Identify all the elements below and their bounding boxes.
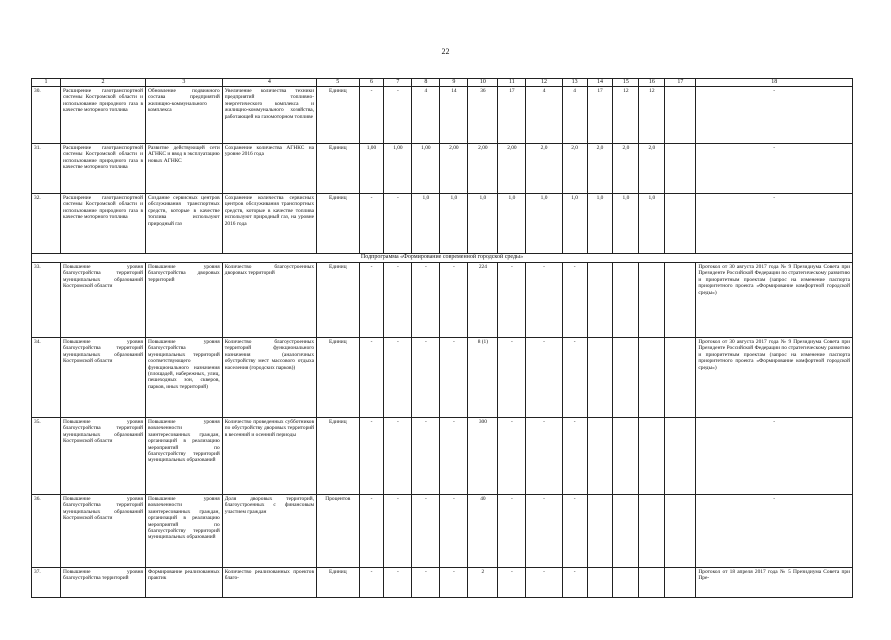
value-cell — [665, 194, 696, 254]
value-cell: - — [440, 263, 468, 338]
value-cell: 1,00 — [384, 144, 412, 194]
value-cell: 2,00 — [468, 144, 498, 194]
value-cell: 2,0 — [587, 144, 613, 194]
value-cell: 2,0 — [562, 144, 587, 194]
value-cell: 4 — [412, 87, 440, 144]
value-cell: 2,0 — [639, 144, 665, 194]
value-cell: - — [562, 263, 587, 338]
column-number: 5 — [317, 79, 360, 87]
column-number: 4 — [222, 79, 316, 87]
value-cell: - — [359, 87, 384, 144]
value-cell: 8 (1) — [468, 338, 498, 418]
goal-cell: Расширение газотранспортной системы Костромской области и использование природного газа в качестве моторного топлива — [61, 144, 146, 194]
value-cell: - — [498, 495, 526, 568]
value-cell: 40 — [468, 495, 498, 568]
value-cell — [665, 418, 696, 495]
goal-cell: Повышение уровня благоустройства территорий муниципальных образований Костромской области — [61, 338, 146, 418]
value-cell — [587, 568, 613, 598]
value-cell: - — [526, 338, 562, 418]
value-cell — [613, 568, 639, 598]
note-cell: - — [696, 495, 853, 568]
value-cell — [639, 263, 665, 338]
value-cell: 17 — [587, 87, 613, 144]
goal-cell: Повышение уровня благоустройства территорий муниципальных образований Костромской области — [61, 495, 146, 568]
table-row — [32, 338, 853, 418]
value-cell: 2,0 — [613, 144, 639, 194]
indicator-cell: Количество реализованных проектов благо- — [222, 568, 316, 598]
column-number: 12 — [526, 79, 562, 87]
task-cell: Повышение уровня благоустройства дворовых территорий — [146, 263, 223, 338]
row-number: 33. — [32, 263, 61, 338]
value-cell: - — [359, 338, 384, 418]
value-cell: 1,0 — [613, 194, 639, 254]
value-cell — [613, 418, 639, 495]
value-cell — [613, 495, 639, 568]
unit-cell: Единиц — [317, 263, 360, 338]
value-cell: - — [412, 418, 440, 495]
task-cell: Формирование реализованных практик — [146, 568, 223, 598]
column-number: 18 — [696, 79, 853, 87]
table-row — [32, 263, 853, 338]
value-cell — [665, 568, 696, 598]
value-cell: - — [498, 338, 526, 418]
goal-cell: Повышение уровня благоустройства территорий муниципальных образований Костромской области — [61, 418, 146, 495]
value-cell: - — [526, 495, 562, 568]
column-number: 6 — [359, 79, 384, 87]
row-number: 34. — [32, 338, 61, 418]
unit-cell: Единиц — [317, 87, 360, 144]
column-number: 11 — [498, 79, 526, 87]
value-cell: 1,0 — [587, 194, 613, 254]
value-cell: 1,0 — [562, 194, 587, 254]
value-cell: 12 — [639, 87, 665, 144]
unit-cell: Единиц — [317, 194, 360, 254]
value-cell: - — [526, 568, 562, 598]
row-number: 31. — [32, 144, 61, 194]
task-cell: Создание сервисных центров обслуживания транспортных средств, которые в качестве топлива используют природный газ — [146, 194, 223, 254]
value-cell: - — [384, 194, 412, 254]
value-cell: - — [562, 418, 587, 495]
value-cell: 2,00 — [440, 144, 468, 194]
value-cell: - — [562, 495, 587, 568]
column-number: 1 — [32, 79, 61, 87]
column-number: 3 — [146, 79, 223, 87]
row-number: 30. — [32, 87, 61, 144]
note-cell: - — [696, 194, 853, 254]
value-cell — [639, 418, 665, 495]
value-cell — [639, 568, 665, 598]
column-number: 13 — [562, 79, 587, 87]
value-cell: 2,00 — [498, 144, 526, 194]
value-cell: - — [359, 263, 384, 338]
table-row — [32, 568, 853, 598]
row-number: 32. — [32, 194, 61, 254]
value-cell: - — [384, 568, 412, 598]
value-cell: - — [526, 418, 562, 495]
task-cell: Обновление подвижного состава предприятий жилищно-коммунального комплекса — [146, 87, 223, 144]
indicator-cell: Количество благоустроенных дворовых территорий — [222, 263, 316, 338]
value-cell: 1,0 — [498, 194, 526, 254]
indicator-cell: Количество проведенных субботников по обустройству дворовых территорий в весенний и осенний периоды — [222, 418, 316, 495]
indicator-cell: Доля дворовых территорий, благоустроенных с финансовым участием граждан — [222, 495, 316, 568]
value-cell: - — [384, 495, 412, 568]
column-number: 15 — [613, 79, 639, 87]
value-cell: - — [440, 418, 468, 495]
value-cell: 1,0 — [440, 194, 468, 254]
unit-cell: Единиц — [317, 144, 360, 194]
value-cell: - — [440, 338, 468, 418]
row-number: 37. — [32, 568, 61, 598]
task-cell: Повышение уровня вовлеченности заинтересованных граждан, организаций в реализацию мероприятий по благоустройству территорий муниципальных образований — [146, 495, 223, 568]
note-cell: - — [696, 418, 853, 495]
table-row — [32, 87, 853, 144]
table-row — [32, 418, 853, 495]
value-cell: 4 — [526, 87, 562, 144]
value-cell: - — [384, 418, 412, 495]
unit-cell: Единиц — [317, 568, 360, 598]
value-cell — [665, 495, 696, 568]
value-cell: 2 — [468, 568, 498, 598]
value-cell — [613, 338, 639, 418]
task-cell: Повышение уровня благоустройства муниципальных территорий соответствующего функционального назначения (площадей, набережных, улиц, пешеходных зон, скверов, парков, иных территорий) — [146, 338, 223, 418]
goal-cell: Расширение газотранспортной системы Костромской области и использование природного газа в качестве моторного топлива — [61, 194, 146, 254]
note-cell: - — [696, 144, 853, 194]
value-cell: 1,0 — [639, 194, 665, 254]
value-cell: 17 — [498, 87, 526, 144]
indicator-cell: Количество благоустроенных территорий функционального назначения (аналогичных обустройству мест массового отдыха населения (городских парков)) — [222, 338, 316, 418]
value-cell: 36 — [468, 87, 498, 144]
goal-cell: Расширение газотранспортной системы Костромской области и использование природного газа в качестве моторного топлива — [61, 87, 146, 144]
value-cell — [665, 263, 696, 338]
value-cell: - — [359, 495, 384, 568]
value-cell: - — [384, 263, 412, 338]
column-number: 10 — [468, 79, 498, 87]
column-number: 2 — [61, 79, 146, 87]
column-number: 9 — [440, 79, 468, 87]
value-cell — [639, 338, 665, 418]
column-number: 7 — [384, 79, 412, 87]
value-cell — [613, 263, 639, 338]
value-cell: - — [498, 568, 526, 598]
note-cell: Протокол от 30 августа 2017 года № 9 Президиума Совета при Президенте Российской Федерации по стратегическому развитию и приоритетным проектам (запрос на изменение паспорта приоритетного проекта «Формирование комфортной городской среды») — [696, 338, 853, 418]
subprogram-title: Подпрограмма «Формирование современной городской среды» — [32, 254, 853, 263]
value-cell: 2,0 — [526, 144, 562, 194]
task-cell: Повышение уровня вовлеченности заинтересованных граждан, организаций в реализацию мероприятий по благоустройству территорий муниципальных образований — [146, 418, 223, 495]
value-cell: - — [412, 338, 440, 418]
subprogram-row — [32, 254, 853, 263]
value-cell: 4 — [562, 87, 587, 144]
value-cell: 1,00 — [412, 144, 440, 194]
note-cell: Протокол от 30 августа 2017 года № 9 Президиума Совета при Президенте Российской Федерации по стратегическому развитию и приоритетным проектам (запрос на изменение паспорта приоритетного проекта «Формирование комфортной городской среды») — [696, 263, 853, 338]
value-cell: - — [359, 194, 384, 254]
page-number: 22 — [441, 47, 450, 56]
column-number: 14 — [587, 79, 613, 87]
value-cell — [587, 263, 613, 338]
table-row — [32, 495, 853, 568]
value-cell: 300 — [468, 418, 498, 495]
unit-cell: Процентов — [317, 495, 360, 568]
value-cell — [587, 338, 613, 418]
value-cell: - — [412, 495, 440, 568]
note-cell: Протокол от 18 апреля 2017 года № 5 Президиума Совета при Пре- — [696, 568, 853, 598]
value-cell: 1,0 — [468, 194, 498, 254]
value-cell: - — [384, 87, 412, 144]
goal-cell: Повышение уровня благоустройства территорий муниципальных образований Костромской области — [61, 263, 146, 338]
value-cell: 12 — [613, 87, 639, 144]
value-cell: 224 — [468, 263, 498, 338]
column-number: 8 — [412, 79, 440, 87]
value-cell: - — [526, 263, 562, 338]
value-cell: - — [562, 338, 587, 418]
indicators-table — [31, 78, 853, 598]
value-cell — [665, 87, 696, 144]
value-cell — [587, 418, 613, 495]
note-cell: - — [696, 87, 853, 144]
value-cell — [587, 495, 613, 568]
indicator-cell: Сохранение количества сервисных центров обслуживания транспортных средств, которые в качестве топлива используют природный газ, на уровне 2016 года — [222, 194, 316, 254]
value-cell: - — [498, 263, 526, 338]
indicator-cell: Увеличение количества техники предприятий топливно-энергетического комплекса и жилищно-коммунального хозяйства, работающей на газомоторном топливе — [222, 87, 316, 144]
row-number: 36. — [32, 495, 61, 568]
value-cell: - — [412, 568, 440, 598]
value-cell: 14 — [440, 87, 468, 144]
value-cell: - — [440, 568, 468, 598]
value-cell: - — [359, 568, 384, 598]
indicator-cell: Сохранение количества АГНКС на уровне 2016 года — [222, 144, 316, 194]
value-cell: - — [562, 568, 587, 598]
table-row — [32, 144, 853, 194]
column-number: 16 — [639, 79, 665, 87]
task-cell: Развитие действующей сети АГНКС и ввод в эксплуатацию новых АГНКС — [146, 144, 223, 194]
value-cell: 1,00 — [359, 144, 384, 194]
value-cell — [665, 338, 696, 418]
unit-cell: Единиц — [317, 418, 360, 495]
unit-cell: Единиц — [317, 338, 360, 418]
value-cell: 1,0 — [526, 194, 562, 254]
value-cell: - — [384, 338, 412, 418]
value-cell — [639, 495, 665, 568]
row-number: 35. — [32, 418, 61, 495]
value-cell: - — [359, 418, 384, 495]
value-cell: - — [412, 263, 440, 338]
value-cell — [665, 144, 696, 194]
value-cell: 1,0 — [412, 194, 440, 254]
column-number: 17 — [665, 79, 696, 87]
value-cell: - — [440, 495, 468, 568]
value-cell: - — [498, 418, 526, 495]
table-row — [32, 194, 853, 254]
goal-cell: Повышение уровня благоустройства территорий — [61, 568, 146, 598]
column-number-row — [32, 79, 853, 87]
